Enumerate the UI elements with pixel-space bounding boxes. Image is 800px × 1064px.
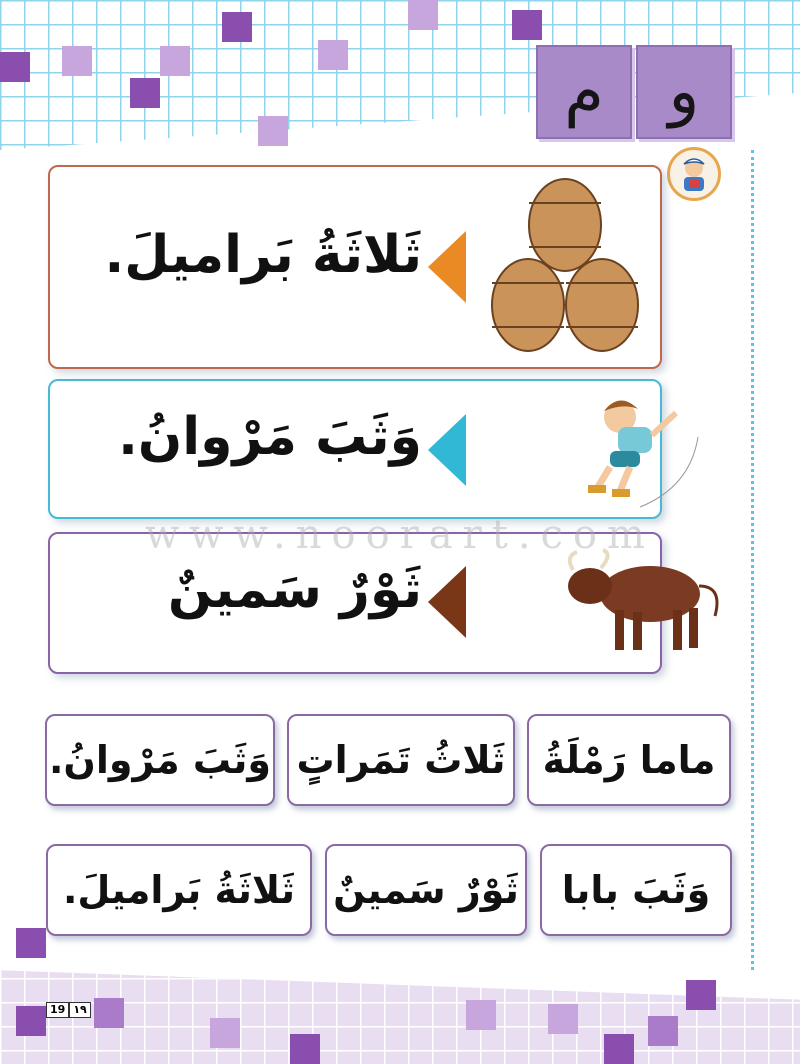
bottom-grid-decoration — [0, 930, 800, 1064]
letter-box-waw — [636, 45, 732, 139]
dotted-margin-line — [751, 150, 754, 970]
brown-triangle-marker — [428, 566, 466, 638]
letter-meem: م — [564, 55, 604, 129]
grid-square — [466, 1000, 496, 1030]
watermark-text: www.noorart.com — [145, 512, 655, 558]
sentence-card-jumping-boy — [48, 379, 662, 519]
grid-square — [408, 0, 438, 30]
grid-square — [210, 1018, 240, 1048]
sentence-card-barrels — [48, 165, 662, 369]
grid-square — [604, 1034, 634, 1064]
orange-triangle-marker — [428, 231, 466, 303]
grid-square — [648, 1016, 678, 1046]
grid-square — [686, 980, 716, 1010]
page-number — [46, 1002, 91, 1018]
letter-box-meem — [536, 45, 632, 139]
grid-square — [258, 116, 288, 146]
page-number-arabic: ١٩ — [69, 1002, 90, 1018]
grid-square — [62, 46, 92, 76]
grid-square — [222, 12, 252, 42]
letter-waw: و — [668, 55, 700, 129]
blue-triangle-marker — [428, 414, 466, 486]
sentence-text: وَثَبَ مَرْوانُ. — [118, 407, 422, 467]
grid-square — [130, 78, 160, 108]
sentence-text: ثَوْرٌ سَمينٌ — [167, 560, 422, 620]
barrels-illustration — [490, 175, 640, 355]
grid-square — [160, 46, 190, 76]
grid-square — [94, 998, 124, 1028]
phrase-box: وَثَبَ بابا — [540, 844, 732, 936]
boy-reading-icon — [667, 147, 721, 201]
phrase-box: ماما رَمْلَةُ — [527, 714, 731, 806]
phrase-box: ثَلاثَةُ بَراميلَ. — [46, 844, 312, 936]
phrase-box: ثَلاثُ تَمَراتٍ — [287, 714, 515, 806]
page-number-latin: 19 — [46, 1002, 69, 1018]
grid-square — [0, 52, 30, 82]
grid-square — [16, 1006, 46, 1036]
grid-square — [16, 928, 46, 958]
sentence-text: ثَلاثَةُ بَراميلَ. — [104, 225, 422, 285]
bull-illustration — [555, 546, 725, 658]
grid-square — [512, 10, 542, 40]
grid-square — [548, 1004, 578, 1034]
grid-square — [290, 1034, 320, 1064]
phrase-box: وَثَبَ مَرْوانُ. — [45, 714, 275, 806]
grid-square — [318, 40, 348, 70]
phrase-box: ثَوْرٌ سَمينٌ — [325, 844, 527, 936]
jumping-boy-illustration — [580, 387, 710, 511]
